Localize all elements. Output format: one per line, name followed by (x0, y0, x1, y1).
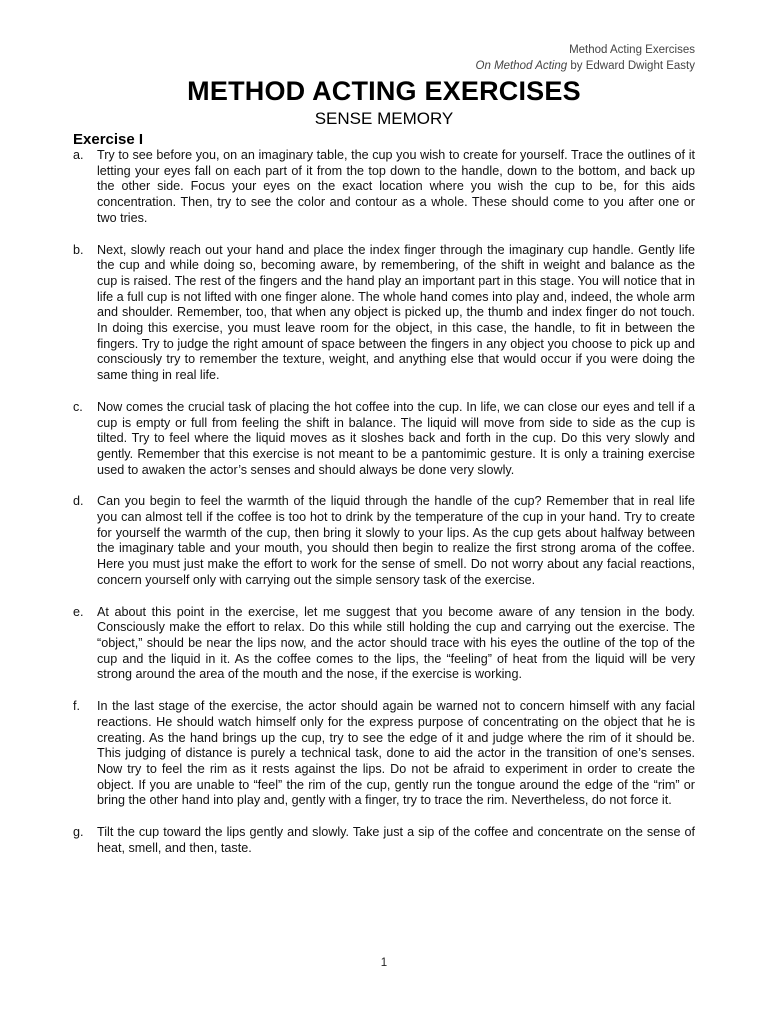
list-item (73, 243, 695, 384)
list-item (73, 699, 695, 809)
item-text: Try to see before you, on an imaginary table, the cup you wish to create for yourself. Trace the outlines of it letting your eyes fall on each part of it from the top down to the handle, down to the bottom, and back up the other side. Focus your eyes on the exact location where you wish the cup to be, for this aids concentration. Then, try to see the color and contour as a whole. These should come to you after one or two tries. (97, 148, 695, 225)
header-doc-title: Method Acting Exercises (569, 44, 695, 56)
exercise-heading: Exercise I (73, 131, 144, 148)
item-text: In the last stage of the exercise, the actor should again be warned not to concern himself with any facial reactions. He should watch himself only for the express purpose of concentrating on the object that he is creating. As the hand brings up the cup, try to see the edge of it and judge where the rim of it should be. This judging of distance is purely a technical task, done to aid the actor in the transition of one’s senses. Now try to feel the rim as it rests against the lips. Do not be afraid to experiment in order to create the object. If you are unable to “feel” the rim of the cup, gently run the tongue around the edge of the “rim” or bring the other hand into play and, gently with a finger, try to trace the rim. Nevertheless, do not force it. (97, 699, 695, 808)
item-text: At about this point in the exercise, let me suggest that you become aware of any tension in the body. Consciously make the effort to relax. Do this while still holding the cup and carrying out the exercise. The “object,” should be near the lips now, and the actor should trace with his eyes the outline of the top of the cup and the liquid in it. As the coffee comes to the lips, the “feeling” of heat from the liquid will be very strong around the area of the mouth and the nose, if the exercise is working. (97, 604, 695, 682)
list-item (73, 148, 695, 227)
item-letter: e. (73, 604, 84, 619)
item-letter: a. (73, 148, 84, 162)
item-letter: b. (73, 242, 84, 257)
item-text: Can you begin to feel the warmth of the liquid through the handle of the cup? Remember that in real life you can almost tell if the coffee is too hot to drink by the temperature of the cup in your hand. Try to create for yourself the warmth of the cup, then bring it slowly to your lips. As the cup gets about halfway between the imaginary table and your mouth, you should then begin to realize the first strong aroma of the coffee. Here you must just make the effort to work for the sense of smell. Do not worry about any facial reactions, concern yourself only with carrying out the simple sensory task of the exercise. (97, 494, 695, 587)
item-letter: g. (73, 825, 84, 840)
item-text: Tilt the cup toward the lips gently and slowly. Take just a sip of the coffee and concentrate on the sense of heat, smell, and then, taste. (97, 825, 695, 855)
list-item (73, 825, 695, 856)
item-letter: c. (73, 399, 83, 414)
header-book-credit (476, 58, 695, 74)
item-letter: d. (73, 494, 84, 509)
page-number: 1 (380, 957, 388, 969)
item-text: Now comes the crucial task of placing the hot coffee into the cup. In life, we can close our eyes and tell if a cup is empty or full from feeling the shift in balance. The liquid will move from side to side as the cup is tilted. Try to feel where the liquid moves as it sloshes back and forth in the cup. Do this very slowly and gently. Remember that this exercise is not meant to be a pantomimic gesture. It is only a training exercise used to awaken the actor’s senses and should always be done very slowly. (97, 399, 695, 477)
exercise-steps-list (73, 148, 695, 872)
list-item (73, 400, 695, 479)
list-item (73, 605, 695, 684)
item-letter: f. (73, 699, 80, 714)
list-item (73, 494, 695, 588)
page-subtitle: SENSE MEMORY (314, 109, 454, 128)
item-text: Next, slowly reach out your hand and place the index finger through the imaginary cup handle. Gently life the cup and while doing so, becoming aware, by remembering, of the shift in weight and balance as the cup is raised. The rest of the fingers and the hand play an important part in this stage. You will notice that in life a full cup is not lifted with one finger alone. The whole hand comes into play and, indeed, the whole arm and shoulder. Remember, too, that when any object is picked up, the thumb and index finger do not touch. In doing this exercise, you must leave room for the object, in this case, the handle, to fit in between the fingers. Try to judge the right amount of space between the fingers in any object you choose to pick up and consciously try to remember the texture, weight, and anything else that would occur if you were doing the same thing in real life. (97, 242, 695, 383)
header-author: by Edward Dwight Easty (567, 60, 695, 72)
header-book-title: On Method Acting (475, 60, 568, 72)
page-title: METHOD ACTING EXERCISES (187, 76, 581, 106)
running-header (476, 42, 695, 74)
